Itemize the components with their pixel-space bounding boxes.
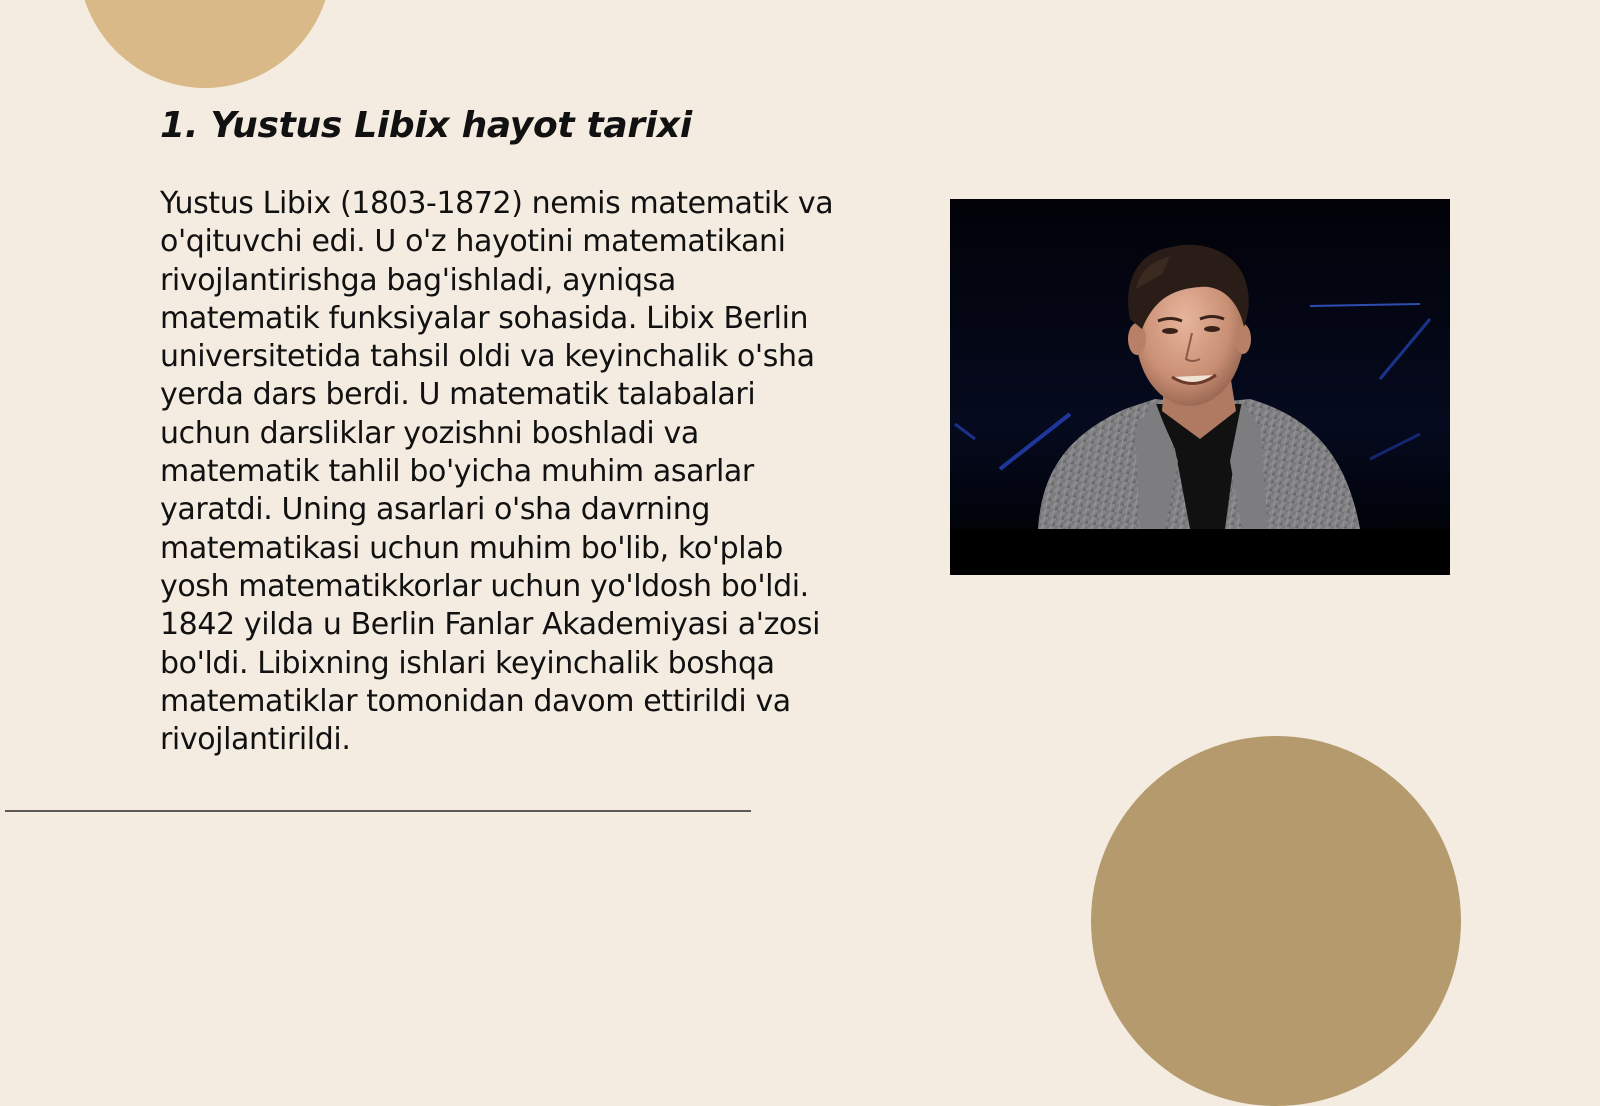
body-line: o'qituvchi edi. U o'z hayotini matematikani	[160, 224, 786, 260]
body-line: rivojlantirildi.	[160, 722, 351, 758]
portrait-illustration	[950, 199, 1450, 575]
body-line: rivojlantirishga bag'ishladi, ayniqsa	[160, 262, 676, 298]
slide-title: 1. Yustus Libix hayot tarixi	[160, 105, 692, 146]
body-line: yerda dars berdi. U matematik talabalari	[160, 377, 756, 413]
body-line: yaratdi. Uning asarlari o'sha davrning	[160, 492, 710, 528]
slide-body-text	[160, 185, 850, 759]
decorative-circle-top	[78, 0, 332, 88]
body-line: Yustus Libix (1803-1872) nemis matematik va	[160, 186, 834, 221]
body-line: matematik tahlil bo'yicha muhim asarlar	[160, 454, 754, 490]
body-line: bo'ldi. Libixning ishlari keyinchalik boshqa	[160, 645, 775, 681]
horizontal-divider	[5, 810, 751, 812]
body-line: universitetida tahsil oldi va keyinchalik o'sha	[160, 339, 815, 375]
body-line: yosh matematikkorlar uchun yo'ldosh bo'ldi.	[160, 568, 809, 604]
body-line: uchun darsliklar yozishni boshladi va	[160, 415, 699, 451]
body-line: 1842 yilda u Berlin Fanlar Akademiyasi a'zosi	[160, 607, 821, 643]
body-line: matematiklar tomonidan davom ettirildi va	[160, 683, 791, 719]
decorative-circle-bottom	[1091, 736, 1461, 1106]
body-line: matematikasi uchun muhim bo'lib, ko'plab	[160, 530, 783, 566]
body-line: matematik funksiyalar sohasida. Libix Berlin	[160, 300, 809, 336]
portrait-photo	[950, 199, 1450, 575]
